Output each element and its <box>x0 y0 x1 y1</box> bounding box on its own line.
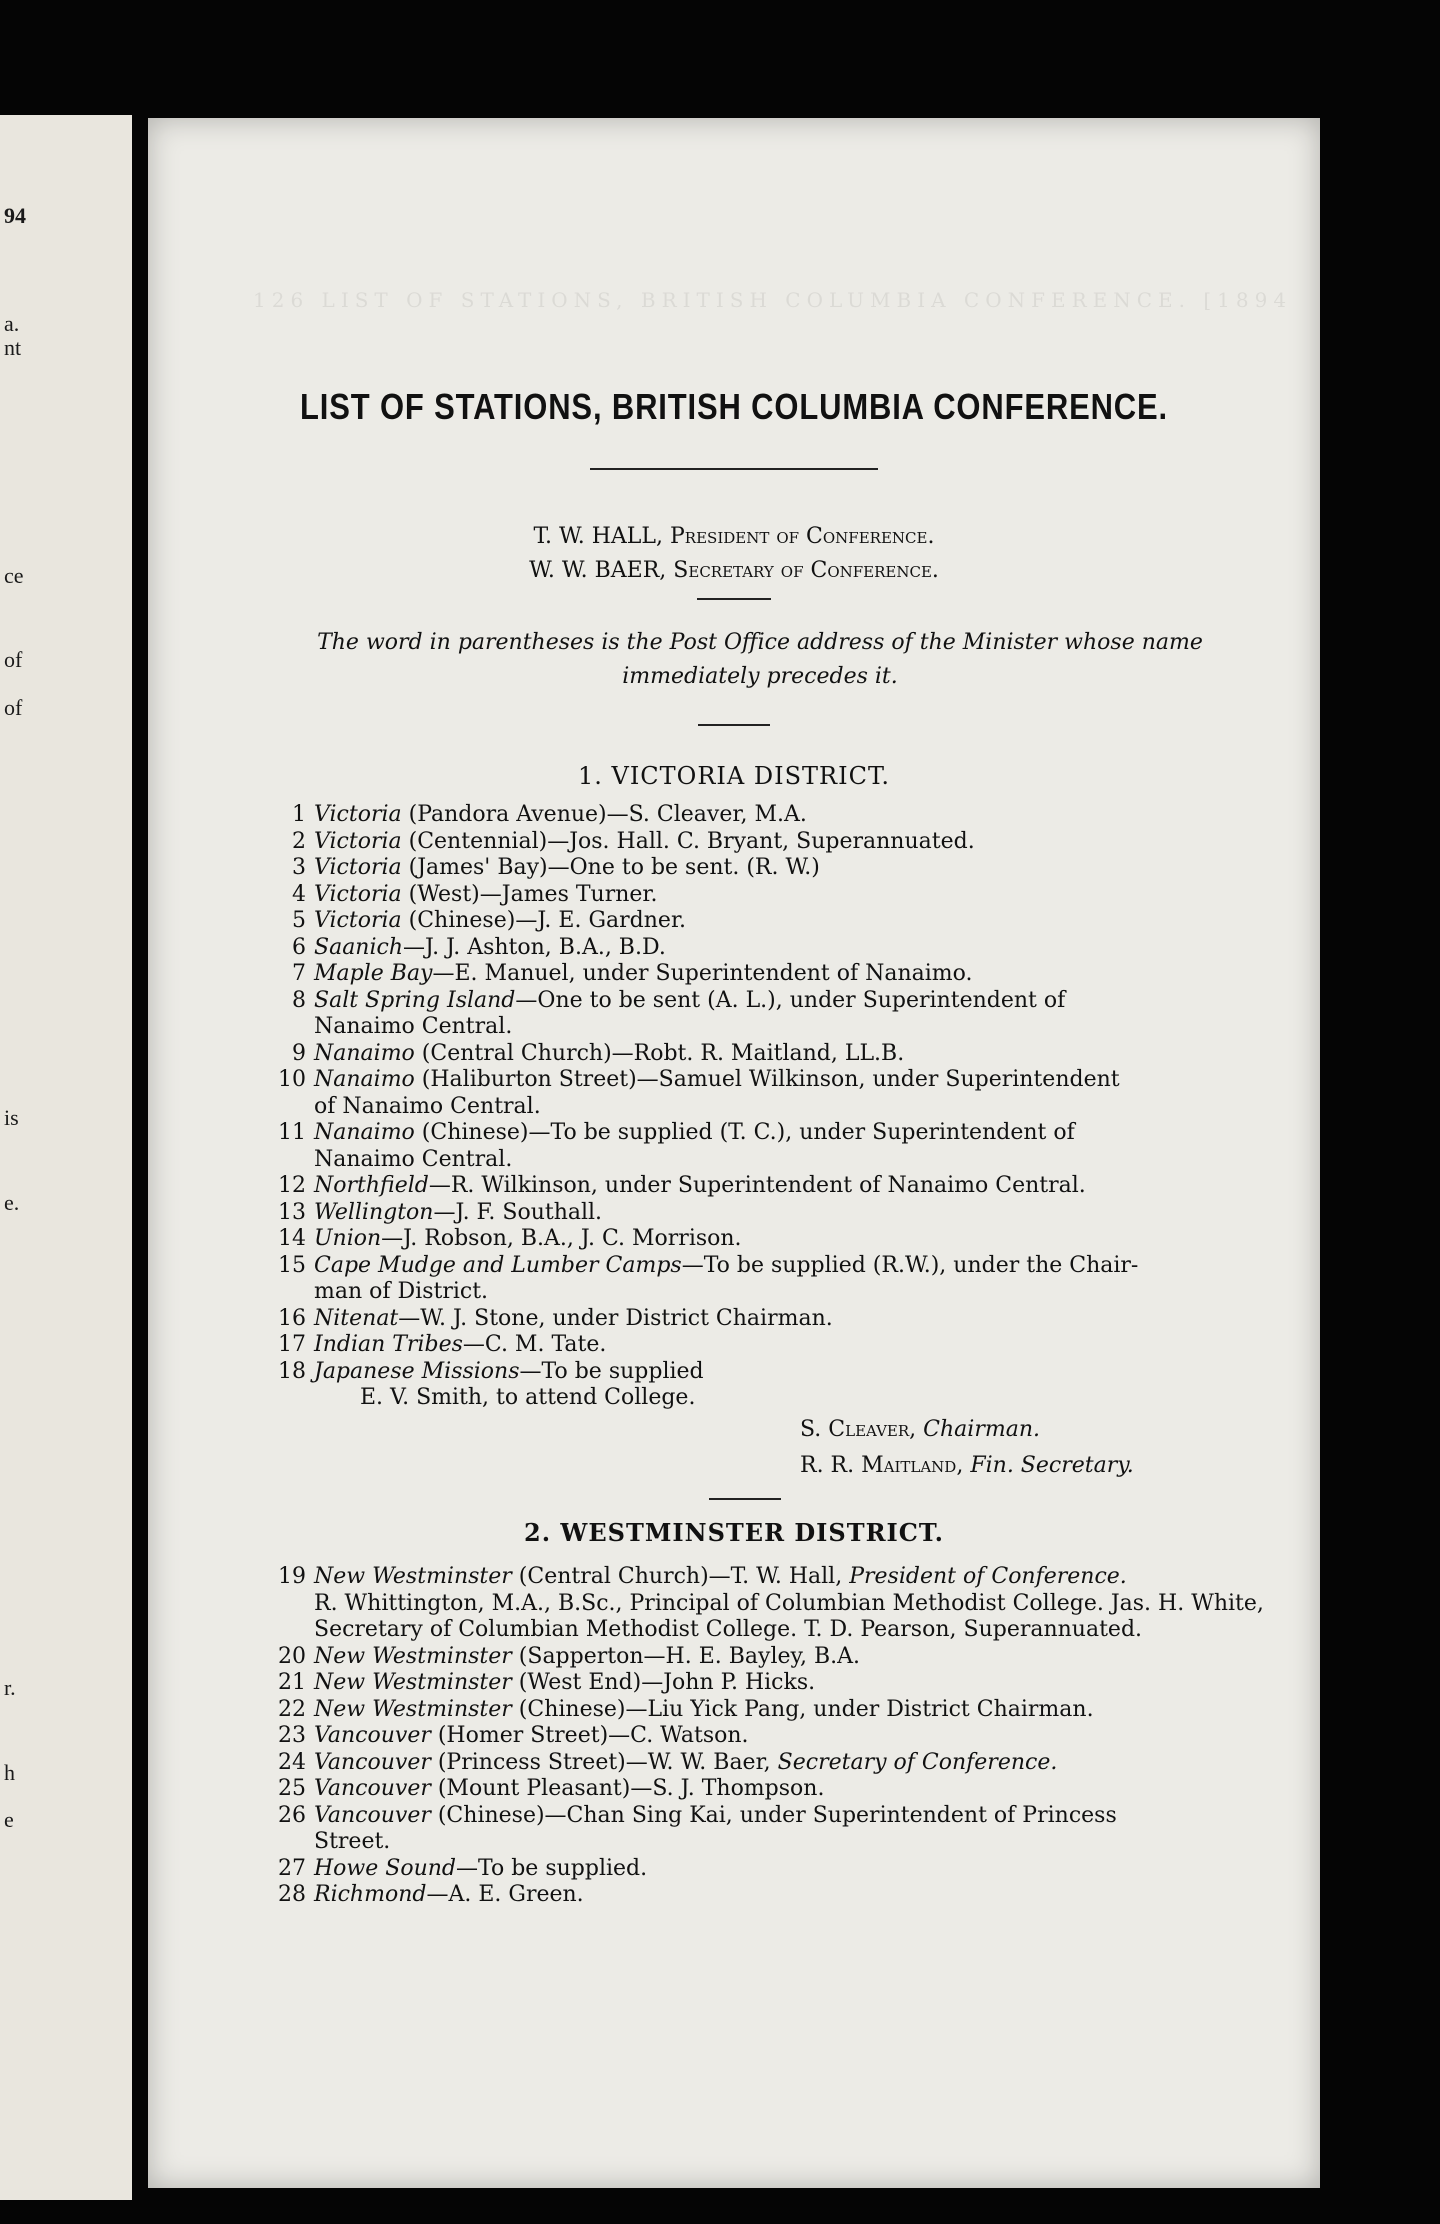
district-heading-victoria: 1. VICTORIA DISTRICT. <box>577 762 891 790</box>
station-appointment: (Sapperton—H. E. Bayley, B.A. <box>511 1643 861 1669</box>
station-place: Union <box>314 1226 382 1251</box>
station-place: Vancouver <box>314 1776 431 1801</box>
station-place: Nanaimo <box>314 1040 415 1066</box>
signatory-name: R. R. Maitland, <box>800 1453 964 1478</box>
station-appointment: —J. Robson, B.A., J. C. Morrison. <box>381 1226 742 1251</box>
station-entry <box>268 802 1278 829</box>
page-content <box>148 118 1320 2188</box>
officer-name: T. W. HALL, <box>533 524 663 549</box>
divider <box>590 468 878 470</box>
station-entry <box>268 1067 1278 1120</box>
station-text <box>314 908 1278 935</box>
station-entry <box>268 1750 1278 1777</box>
signature-line <box>800 1412 1134 1448</box>
station-appointment: (Mount Pleasant)—S. J. Thompson. <box>430 1776 825 1801</box>
station-number: 12 <box>278 1173 306 1198</box>
station-place: Nanaimo <box>314 1120 415 1145</box>
station-text <box>314 1670 1278 1697</box>
station-entry <box>268 1882 1278 1909</box>
station-text <box>314 1776 1278 1803</box>
station-number: 21 <box>278 1670 306 1695</box>
station-entry <box>268 1253 1278 1306</box>
station-number: 5 <box>292 908 306 933</box>
station-place: Wellington <box>314 1199 434 1225</box>
station-text <box>314 1332 1278 1359</box>
station-entry <box>268 908 1278 935</box>
divider <box>697 598 771 600</box>
station-appointment: (Chinese)—Liu Yick Pang, under District Chairman. <box>511 1696 1094 1722</box>
station-place: Victoria <box>314 881 402 907</box>
station-number: 9 <box>292 1040 306 1066</box>
signature-line <box>800 1448 1134 1484</box>
station-continuation: Nanaimo Central. <box>314 1014 513 1039</box>
station-number: 13 <box>278 1199 306 1225</box>
district-heading-westminster: 2. WESTMINSTER DISTRICT. <box>524 1518 944 1547</box>
station-text <box>314 1253 1278 1306</box>
station-number: 11 <box>278 1120 306 1145</box>
station-entry <box>268 1723 1278 1750</box>
station-entry <box>268 1803 1278 1856</box>
station-number: 7 <box>292 961 306 986</box>
document-page <box>148 118 1320 2188</box>
station-place: Indian Tribes <box>314 1332 463 1357</box>
station-entry <box>268 1200 1278 1227</box>
station-place: Salt Spring Island <box>314 987 516 1013</box>
station-appointment: (Chinese)—J. E. Gardner. <box>401 908 687 933</box>
station-appointment: —To be supplied (R.W.), under the Chair- <box>681 1252 1139 1278</box>
station-appointment: (Princess Street)—W. W. Baer, <box>430 1749 778 1775</box>
station-appointment: —To be supplied. <box>456 1855 648 1881</box>
signatory-role: Fin. Secretary. <box>970 1453 1134 1478</box>
station-place: Northfield <box>314 1173 429 1198</box>
station-number: 17 <box>278 1332 306 1357</box>
station-number: 4 <box>292 881 306 907</box>
page-gutter <box>132 100 148 2210</box>
left-fragment: e <box>4 1807 14 1832</box>
station-appointment: —E. Manuel, under Superintendent of Nanaimo. <box>432 961 973 986</box>
station-appointment: (Centennial)—Jos. Hall. C. Bryant, Superannuated. <box>401 828 975 854</box>
station-number: 15 <box>278 1252 306 1278</box>
station-appointment: (Chinese)—To be supplied (T. C.), under Superintendent of <box>414 1120 1075 1145</box>
station-number: 14 <box>278 1226 306 1251</box>
station-number: 27 <box>278 1855 306 1881</box>
station-continuation: man of District. <box>314 1279 489 1304</box>
left-fragment: nt <box>4 335 22 360</box>
bleed-through-header: 126 LIST OF STATIONS, BRITISH COLUMBIA CONFERENCE. [1894 <box>253 288 1293 312</box>
station-text <box>314 829 1278 856</box>
station-continuation: Nanaimo Central. <box>314 1146 513 1172</box>
station-appointment: (Pandora Avenue)—S. Cleaver, M.A. <box>401 802 807 827</box>
station-entry <box>268 1670 1278 1697</box>
left-fragment: r. <box>4 1675 16 1700</box>
station-number: 24 <box>278 1749 306 1775</box>
station-place: Victoria <box>314 802 402 827</box>
station-place: Cape Mudge and Lumber Camps <box>314 1252 682 1278</box>
station-appointment: —W. J. Stone, under District Chairman. <box>398 1305 833 1331</box>
station-number: 19 <box>278 1564 306 1589</box>
station-place: Howe Sound <box>314 1855 457 1881</box>
station-appointment: (James' Bay)—One to be sent. (R. W.) <box>401 855 820 880</box>
left-fragment: is <box>4 1105 19 1130</box>
left-fragment: ce <box>4 563 24 588</box>
station-text <box>314 961 1278 988</box>
station-number: 6 <box>292 934 306 960</box>
station-appointment: —One to be sent (A. L.), under Superintendent of <box>515 987 1066 1013</box>
station-place: New Westminster <box>314 1564 512 1589</box>
station-text <box>314 855 1278 882</box>
station-entry <box>268 988 1278 1041</box>
station-office: Secretary of Conference. <box>777 1749 1058 1775</box>
station-text <box>314 1803 1278 1856</box>
station-number: 26 <box>278 1802 306 1828</box>
station-text <box>314 1067 1278 1120</box>
station-entry <box>268 1564 1278 1644</box>
left-fragment: of <box>4 647 23 672</box>
station-place: Maple Bay <box>314 961 433 986</box>
station-appointment: (Central Church)—Robt. R. Maitland, LL.B. <box>414 1040 905 1066</box>
station-entry <box>268 1856 1278 1883</box>
station-appointment: —R. Wilkinson, under Superintendent of Nanaimo Central. <box>428 1173 1086 1198</box>
station-text <box>314 1882 1278 1909</box>
station-entry <box>268 1644 1278 1671</box>
left-fragment: h <box>4 1760 15 1785</box>
station-place: Vancouver <box>314 1749 431 1775</box>
station-entry <box>268 1776 1278 1803</box>
station-continuation: Street. <box>314 1829 391 1854</box>
station-appointment: (West)—James Turner. <box>401 881 658 907</box>
station-text <box>314 1226 1278 1253</box>
station-entry <box>268 882 1278 909</box>
station-appointment: (Chinese)—Chan Sing Kai, under Superintendent of Princess <box>430 1802 1117 1828</box>
station-number: 23 <box>278 1723 306 1748</box>
station-number: 1 <box>292 802 306 827</box>
station-appointment: —J. J. Ashton, B.A., B.D. <box>403 934 666 960</box>
station-text <box>314 988 1278 1041</box>
station-place: New Westminster <box>314 1696 512 1722</box>
station-appointment: —To be supplied <box>519 1358 704 1384</box>
station-text <box>314 1306 1278 1333</box>
page-title: LIST OF STATIONS, BRITISH COLUMBIA CONFERENCE. <box>299 386 1169 427</box>
station-entry <box>268 1697 1278 1724</box>
station-text <box>314 1120 1278 1173</box>
station-entry <box>268 1226 1278 1253</box>
station-appointment: —J. F. Southall. <box>433 1199 603 1225</box>
station-place: Nitenat <box>314 1305 399 1331</box>
station-place: Japanese Missions <box>314 1358 520 1384</box>
victoria-station-list <box>268 802 1278 1412</box>
explanatory-note: The word in parentheses is the Post Office address of the Minister whose name immediately precedes it. <box>317 630 1203 689</box>
station-text <box>314 1723 1278 1750</box>
station-entry <box>268 1332 1278 1359</box>
station-entry <box>268 1359 1278 1386</box>
officer-name: W. W. BAER, <box>529 558 667 583</box>
divider <box>698 724 770 726</box>
station-place: Saanich <box>314 934 403 960</box>
divider <box>709 1498 781 1500</box>
conference-officers <box>148 520 1320 588</box>
signatory-role: Chairman. <box>923 1417 1040 1442</box>
station-text <box>314 802 1278 829</box>
station-text <box>314 1200 1278 1227</box>
station-place: Vancouver <box>314 1802 431 1828</box>
station-text <box>314 1359 1278 1386</box>
station-appointment: (Central Church)—T. W. Hall, <box>511 1564 850 1589</box>
station-entry <box>268 1306 1278 1333</box>
station-text <box>314 1644 1278 1671</box>
station-appointment: —C. M. Tate. <box>462 1332 607 1357</box>
station-appointment: (West End)—John P. Hicks. <box>511 1670 816 1695</box>
station-entry <box>268 961 1278 988</box>
station-number: 16 <box>278 1305 306 1331</box>
station-office: President of Conference. <box>849 1564 1127 1589</box>
station-continuation: R. Whittington, M.A., B.Sc., Principal of Columbian Methodist College. Jas. H. White, Secretary of Columbian Methodist College. T. D. Pearson, Superannuated. <box>314 1590 1264 1642</box>
station-continuation: of Nanaimo Central. <box>314 1093 541 1119</box>
station-place: Richmond <box>314 1882 427 1907</box>
station-number: 10 <box>278 1067 306 1092</box>
officer-line <box>148 554 1320 588</box>
station-place: Nanaimo <box>314 1067 415 1092</box>
station-extra-line: E. V. Smith, to attend College. <box>360 1385 696 1410</box>
station-text <box>314 1750 1278 1777</box>
station-number: 2 <box>292 828 306 854</box>
station-text <box>314 935 1278 962</box>
station-appointment: (Haliburton Street)—Samuel Wilkinson, under Superintendent <box>414 1067 1120 1092</box>
station-number: 18 <box>278 1358 306 1384</box>
left-fragment: a. <box>4 311 20 336</box>
station-text <box>314 1564 1278 1644</box>
station-text <box>314 1173 1278 1200</box>
station-text <box>314 1041 1278 1068</box>
station-number: 28 <box>278 1882 306 1907</box>
station-entry <box>268 1041 1278 1068</box>
station-place: Victoria <box>314 855 402 880</box>
left-fragment: e. <box>4 1190 20 1215</box>
station-entry <box>268 1120 1278 1173</box>
station-number: 3 <box>292 855 306 880</box>
left-fragment: of <box>4 695 23 720</box>
officer-line <box>148 520 1320 554</box>
station-text <box>314 1697 1278 1724</box>
adjacent-page-sliver <box>0 115 132 2200</box>
station-place: New Westminster <box>314 1643 512 1669</box>
station-place: Vancouver <box>314 1723 431 1748</box>
officer-role: Secretary of Conference. <box>673 558 939 583</box>
station-number: 22 <box>278 1696 306 1722</box>
station-number: 25 <box>278 1776 306 1801</box>
station-appointment: —A. E. Green. <box>426 1882 584 1907</box>
station-place: New Westminster <box>314 1670 512 1695</box>
station-place: Victoria <box>314 828 402 854</box>
westminster-station-list <box>268 1564 1278 1909</box>
station-entry <box>268 935 1278 962</box>
station-entry <box>268 829 1278 856</box>
station-entry <box>268 855 1278 882</box>
victoria-signatures <box>800 1412 1134 1484</box>
officer-role: President of Conference. <box>670 524 935 549</box>
station-text <box>314 1856 1278 1883</box>
station-appointment: (Homer Street)—C. Watson. <box>430 1723 749 1748</box>
station-place: Victoria <box>314 908 402 933</box>
station-number: 8 <box>292 987 306 1013</box>
signatory-name: S. Cleaver, <box>800 1417 917 1442</box>
left-fragment: 94 <box>4 203 26 228</box>
station-text <box>314 882 1278 909</box>
station-number: 20 <box>278 1643 306 1669</box>
station-entry <box>268 1173 1278 1200</box>
